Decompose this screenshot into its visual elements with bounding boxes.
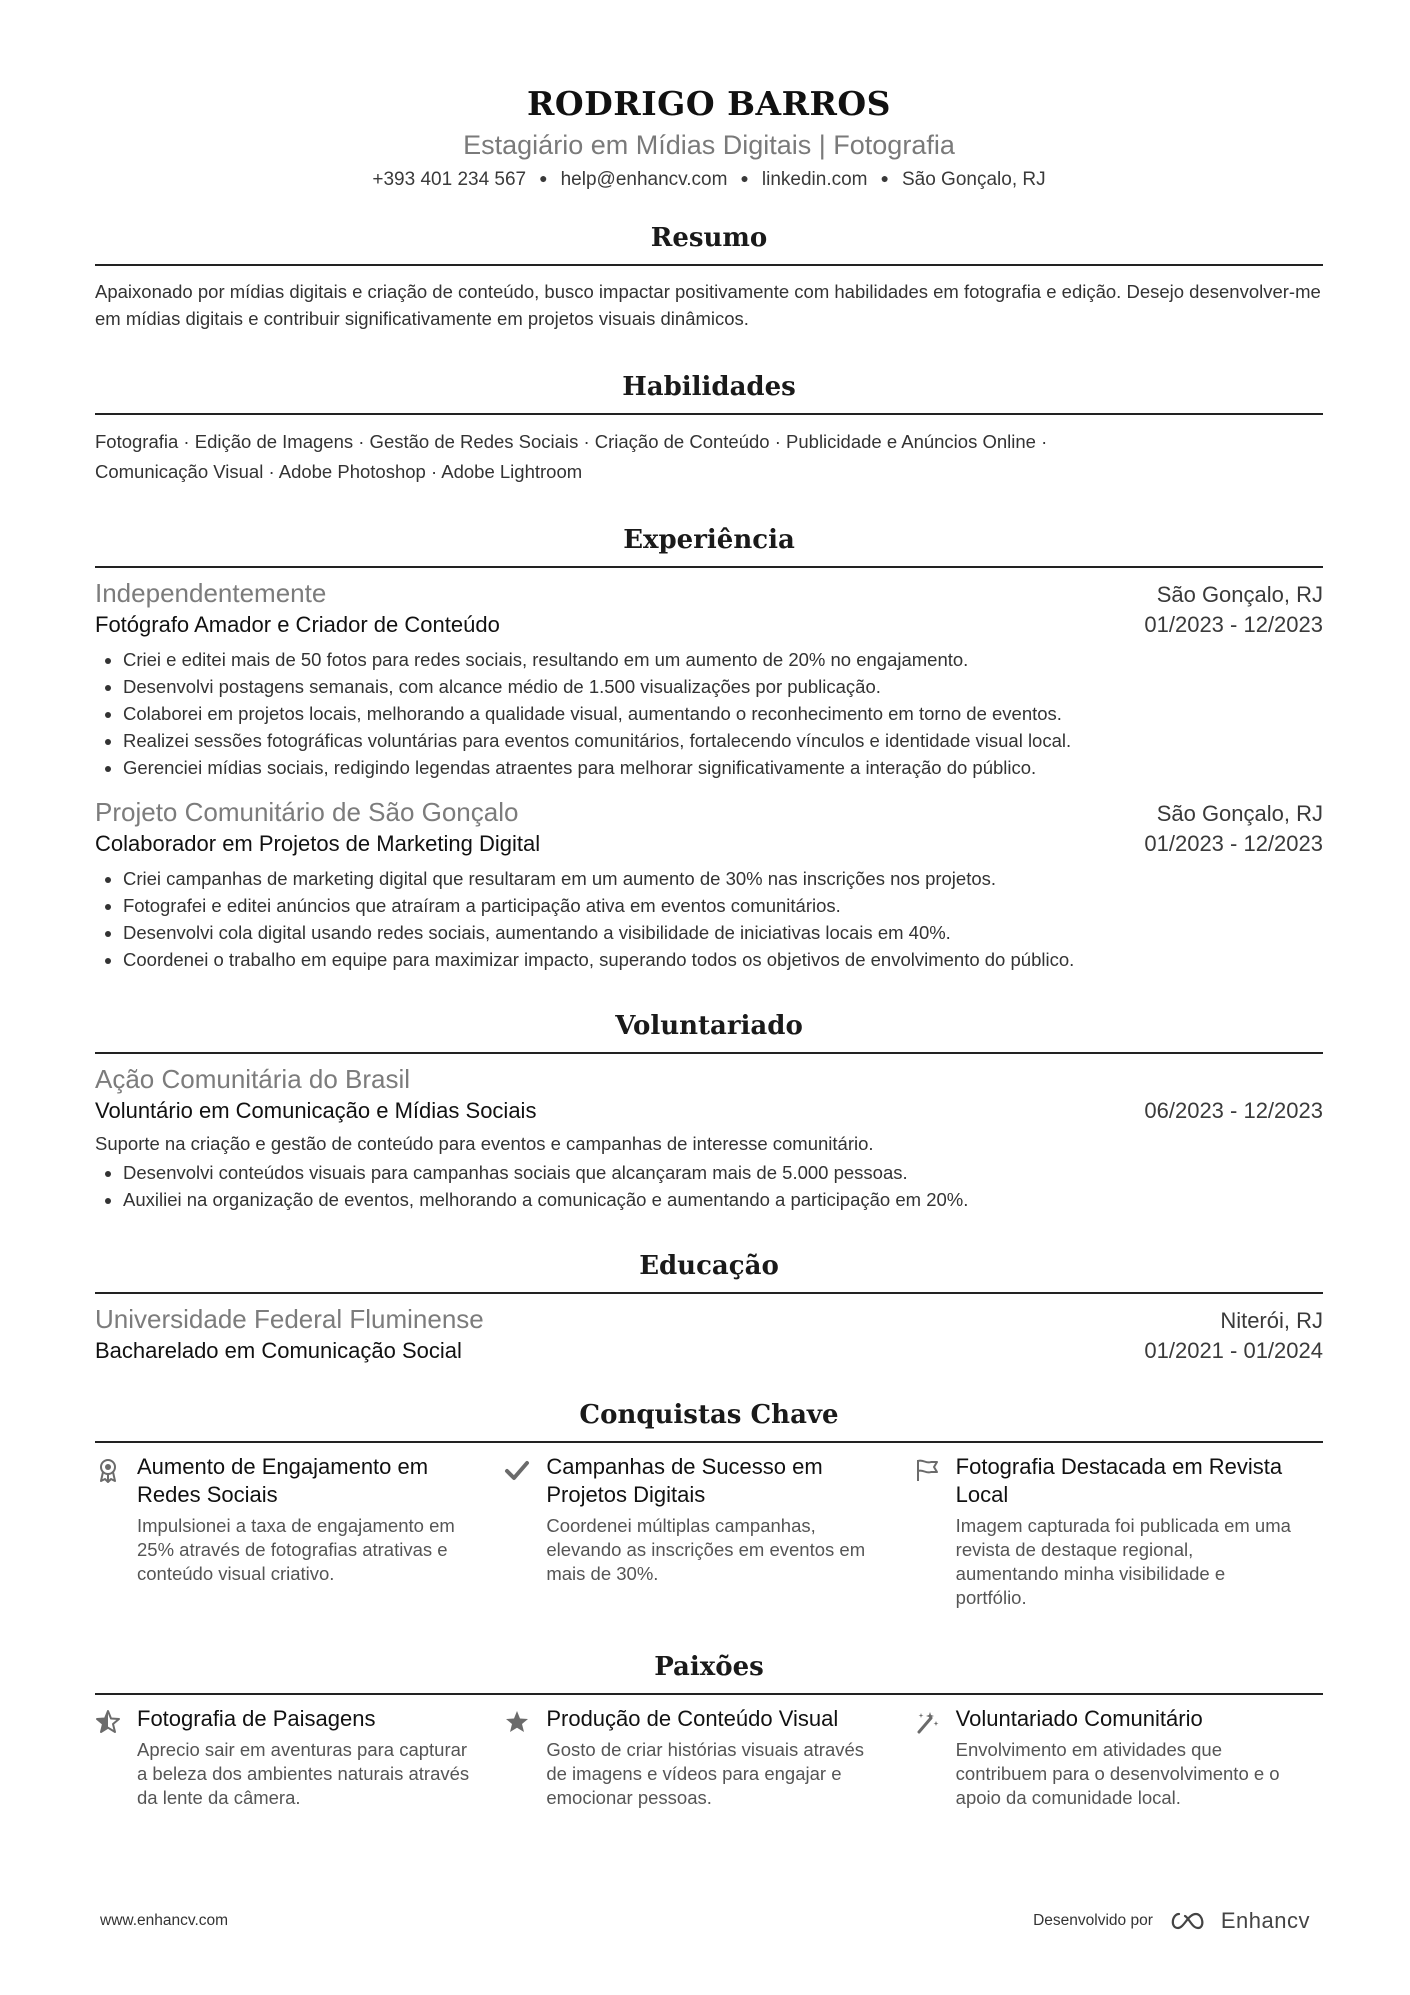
bullet-item: • Realizei sessões fotográficas voluntárias para eventos comunitários, fortalecendo vínculos e identidade visual local. <box>123 727 1323 754</box>
passion-item <box>504 1705 913 1810</box>
volunteer-org: Ação Comunitária do Brasil <box>95 1064 411 1094</box>
skills-line: Fotografia · Edição de Imagens · Gestão de Redes Sociais · Criação de Conteúdo · Publicidade e Anúncios Online · <box>95 431 1048 452</box>
bullet-item: • Criei campanhas de marketing digital que resultaram em um aumento de 30% nas inscrições nos projetos. <box>123 865 1323 892</box>
summary-text: Apaixonado por mídias digitais e criação de conteúdo, busco impactar positivamente com habilidades em fotografia e edição. Desejo desenvolver-me em mídias digitais e contribuir significativamente em projetos visuais dinâmicos. <box>95 281 1321 329</box>
employer-name: Projeto Comunitário de São Gonçalo <box>95 797 519 827</box>
achievement-description: Imagem capturada foi publicada em uma revista de destaque regional, aumentando minha visibilidade e portfólio. <box>955 1515 1291 1608</box>
section-title: Educação <box>95 1249 1323 1294</box>
skills-list <box>95 427 1323 487</box>
passion-title: Produção de Conteúdo Visual <box>546 1706 839 1731</box>
checkmark-icon <box>504 1453 546 1610</box>
passion-item <box>914 1705 1323 1810</box>
achievement-title: Campanhas de Sucesso em Projetos Digitais <box>546 1454 823 1507</box>
bullet-item: • Desenvolvi conteúdos visuais para campanhas sociais que alcançaram mais de 5.000 pessoas. <box>123 1159 1323 1186</box>
volunteer-entry <box>95 1062 1323 1213</box>
volunteer-bullets <box>95 1159 1323 1213</box>
flag-icon <box>914 1453 956 1610</box>
phone-text: +393 401 234 567 <box>372 169 527 190</box>
passion-title: Voluntariado Comunitário <box>955 1706 1203 1731</box>
resume-header <box>95 0 1323 193</box>
separator-dot: ● <box>740 170 749 186</box>
section-title: Habilidades <box>95 370 1323 415</box>
passion-description: Envolvimento em atividades que contribuem para o desenvolvimento e o apoio da comunidade local. <box>955 1739 1280 1808</box>
achievement-description: Impulsionei a taxa de engajamento em 25% através de fotografias atrativas e conteúdo visual criativo. <box>137 1515 455 1584</box>
job-role: Colaborador em Projetos de Marketing Digital <box>95 831 541 856</box>
volunteer-section <box>95 1009 1323 1213</box>
award-icon <box>95 1453 137 1610</box>
footer-website-link[interactable]: www.enhancv.com <box>100 1912 229 1929</box>
passion-description: Aprecio sair em aventuras para capturar a beleza dos ambientes naturais através da lente da câmera. <box>137 1739 470 1808</box>
volunteer-dates: 06/2023 - 12/2023 <box>1144 1098 1323 1123</box>
employer-name: Independentemente <box>95 578 327 608</box>
separator-dot: ● <box>539 170 548 186</box>
bullet-item: • Coordenei o trabalho em equipe para maximizar impacto, superando todos os objetivos de envolvimento do público. <box>123 946 1323 973</box>
skills-line: Comunicação Visual · Adobe Photoshop · Adobe Lightroom <box>95 461 583 482</box>
education-entry <box>95 1302 1323 1366</box>
resume-page <box>95 0 1323 1810</box>
summary-section <box>95 221 1323 332</box>
achievement-title: Aumento de Engajamento em Redes Sociais <box>137 1454 429 1507</box>
job-location: São Gonçalo, RJ <box>1156 582 1323 607</box>
job-dates: 01/2023 - 12/2023 <box>1144 831 1323 856</box>
degree-name: Bacharelado em Comunicação Social <box>95 1338 462 1363</box>
passion-item <box>95 1705 504 1810</box>
achievements-grid <box>95 1453 1323 1610</box>
experience-entry <box>95 795 1323 973</box>
bullet-item: • Desenvolvi postagens semanais, com alcance médio de 1.500 visualizações por publicação. <box>123 673 1323 700</box>
bullet-item: • Colaborei em projetos locais, melhorando a qualidade visual, aumentando o reconhecimento em torno de eventos. <box>123 700 1323 727</box>
section-title: Resumo <box>95 221 1323 266</box>
school-name: Universidade Federal Fluminense <box>95 1304 484 1334</box>
brand-name: Enhancv <box>1220 1908 1310 1933</box>
location-text: São Gonçalo, RJ <box>901 169 1046 190</box>
achievements-section <box>95 1398 1323 1610</box>
bullet-item: • Auxiliei na organização de eventos, melhorando a comunicação e aumentando a participação em 20%. <box>123 1186 1323 1213</box>
skills-section <box>95 370 1323 487</box>
contact-line <box>95 165 1323 193</box>
bullet-item: • Desenvolvi cola digital usando redes sociais, aumentando a visibilidade de iniciativas locais em 40%. <box>123 919 1323 946</box>
job-location: São Gonçalo, RJ <box>1156 801 1323 826</box>
separator-dot: ● <box>880 170 889 186</box>
job-dates: 01/2023 - 12/2023 <box>1144 612 1323 637</box>
section-title: Conquistas Chave <box>95 1398 1323 1443</box>
achievement-description: Coordenei múltiplas campanhas, elevando as inscrições em eventos em mais de 30%. <box>546 1515 866 1584</box>
passions-grid <box>95 1705 1323 1810</box>
footer-branding <box>1033 1908 1310 1934</box>
linkedin-link[interactable]: linkedin.com <box>761 169 868 190</box>
bullet-item: • Fotografei e editei anúncios que atraíram a participação ativa em eventos comunitários. <box>123 892 1323 919</box>
achievement-title: Fotografia Destacada em Revista Local <box>955 1454 1283 1507</box>
achievement-item <box>914 1453 1323 1610</box>
section-title: Experiência <box>95 523 1323 568</box>
education-section <box>95 1249 1323 1366</box>
job-role: Fotógrafo Amador e Criador de Conteúdo <box>95 612 500 637</box>
section-title: Paixões <box>95 1650 1323 1695</box>
section-title: Voluntariado <box>95 1009 1323 1054</box>
enhancv-logo-icon <box>1167 1910 1213 1932</box>
star-icon <box>504 1705 546 1810</box>
job-bullets <box>95 646 1323 781</box>
candidate-name: RODRIGO BARROS <box>527 84 891 123</box>
passion-description: Gosto de criar histórias visuais através de imagens e vídeos para engajar e emocionar pessoas. <box>546 1739 865 1808</box>
powered-by-text: Desenvolvido por <box>1033 1912 1153 1929</box>
experience-section <box>95 523 1323 973</box>
candidate-title: Estagiário em Mídias Digitais | Fotografia <box>463 130 955 160</box>
volunteer-description: Suporte na criação e gestão de conteúdo para eventos e campanhas de interesse comunitário. <box>95 1133 874 1154</box>
passions-section <box>95 1650 1323 1810</box>
school-location: Niterói, RJ <box>1220 1308 1323 1333</box>
experience-entry <box>95 576 1323 781</box>
passion-title: Fotografia de Paisagens <box>137 1706 376 1731</box>
volunteer-role: Voluntário em Comunicação e Mídias Sociais <box>95 1098 537 1123</box>
job-bullets <box>95 865 1323 973</box>
page-footer <box>100 1908 1310 1934</box>
achievement-item <box>95 1453 504 1610</box>
star-half-icon <box>95 1705 137 1810</box>
magic-wand-icon <box>914 1705 956 1810</box>
bullet-item: • Gerenciei mídias sociais, redigindo legendas atraentes para melhorar significativamente a interação do público. <box>123 754 1323 781</box>
achievement-item <box>504 1453 913 1610</box>
education-dates: 01/2021 - 01/2024 <box>1144 1338 1323 1363</box>
bullet-item: • Criei e editei mais de 50 fotos para redes sociais, resultando em um aumento de 20% no engajamento. <box>123 646 1323 673</box>
email-link[interactable]: help@enhancv.com <box>560 169 728 190</box>
